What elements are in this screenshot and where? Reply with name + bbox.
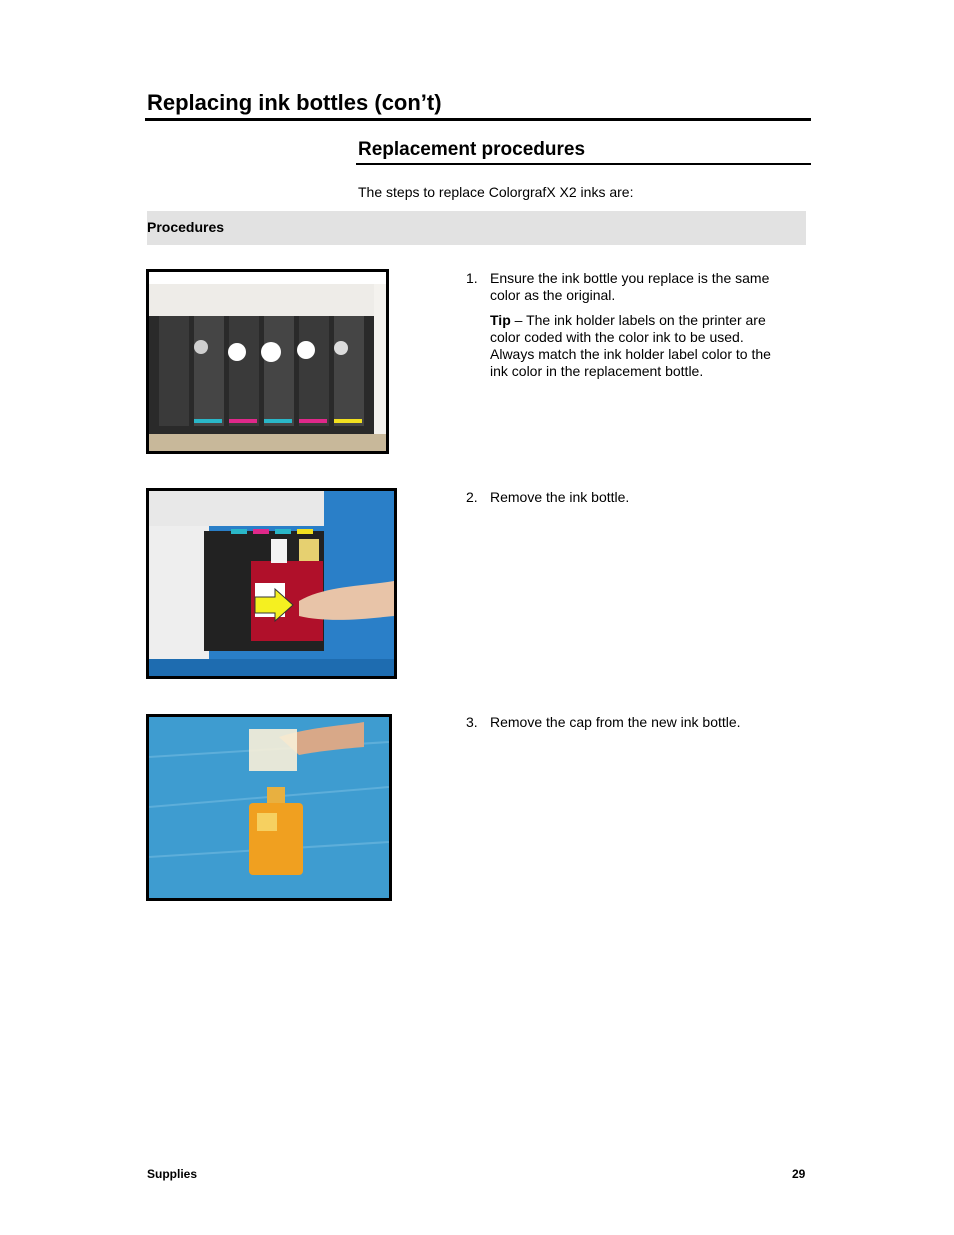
step-1 — [466, 270, 796, 390]
step-text: Remove the cap from the new ink bottle. — [490, 714, 741, 730]
step-number: 1. — [466, 270, 478, 286]
intro-text: The steps to replace ColorgrafX X2 inks are: — [358, 184, 634, 200]
tip-label: Tip — [490, 312, 511, 328]
step-number: 2. — [466, 489, 478, 505]
step-2 — [466, 489, 796, 509]
photo-remove-cap — [146, 714, 392, 901]
step-text: Ensure the ink bottle you replace is the same color as the original. — [490, 270, 770, 303]
procedures-label: Procedures — [147, 219, 225, 235]
step-text: Remove the ink bottle. — [490, 489, 630, 505]
tip-note — [490, 312, 790, 380]
step-3 — [466, 714, 796, 734]
title-rule — [145, 118, 811, 121]
page-number: 29 — [792, 1167, 806, 1181]
photo-remove-bottle — [146, 488, 397, 679]
page-title: Replacing ink bottles (con’t) — [147, 90, 442, 115]
section-rule — [356, 163, 811, 165]
photo-ink-holders — [146, 269, 389, 454]
tip-text: – The ink holder labels on the printer are color coded with the color ink to be used. Always match the ink holder label color to the ink color in the replacement bottle. — [490, 312, 771, 379]
procedures-bar — [147, 211, 806, 245]
section-title: Replacement procedures — [358, 139, 586, 160]
step-number: 3. — [466, 714, 478, 730]
footer-section: Supplies — [147, 1167, 198, 1181]
